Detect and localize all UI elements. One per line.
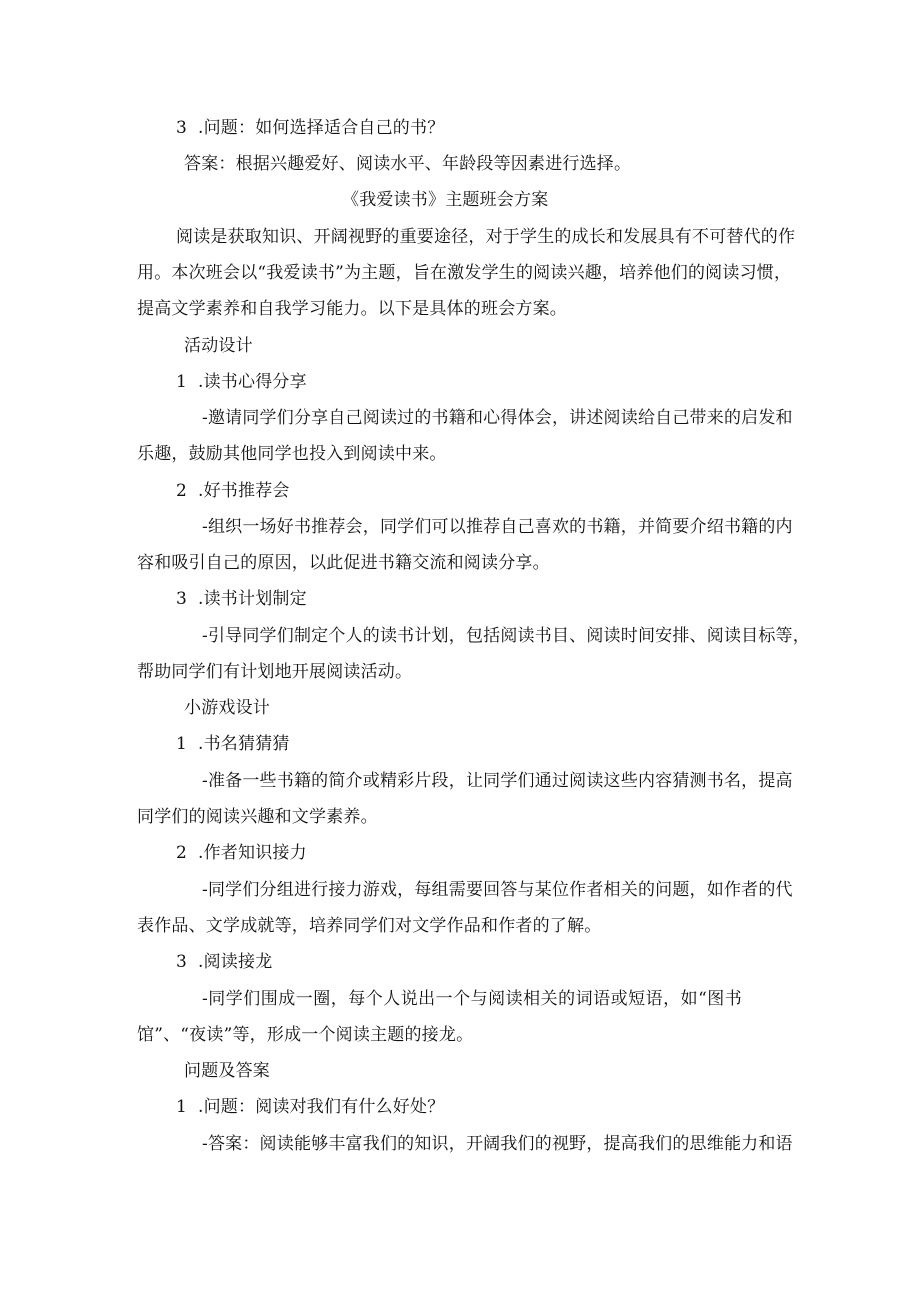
intro-line-1: 阅读是获取知识、开阔视野的重要途径，对于学生的成长和发展具有不可替代的作 xyxy=(176,227,796,247)
page-title: 《我爱读书》主题班会方案 xyxy=(342,190,549,210)
list-number: 1 xyxy=(176,734,188,754)
list-number: 2 xyxy=(176,481,188,501)
activity-1-desc-line-1: -邀请同学们分享自己阅读过的书籍和心得体会，讲述阅读给自己带来的启发和 xyxy=(202,408,793,428)
activity-2-title xyxy=(176,480,290,502)
game-1-desc-line-1: -准备一些书籍的简介或精彩片段，让同学们通过阅读这些内容猜测书名，提高 xyxy=(202,771,793,791)
game-3-desc-line-1: -同学们围成一圈，每个人说出一个与阅读相关的词语或短语，如“图书 xyxy=(202,989,742,1009)
activity-2-desc-line-1: -组织一场好书推荐会，同学们可以推荐自己喜欢的书籍，并简要介绍书籍的内 xyxy=(202,517,793,537)
section-heading-activity: 活动设计 xyxy=(184,336,253,356)
list-number: 3 xyxy=(176,589,188,609)
question-text: .问题：阅读对我们有什么好处？ xyxy=(198,1097,445,1117)
section-heading-game: 小游戏设计 xyxy=(184,698,270,718)
prev-answer-3: 答案：根据兴趣爱好、阅读水平、年龄段等因素进行选择。 xyxy=(184,154,632,174)
item-title: .作者知识接力 xyxy=(198,843,307,863)
game-2-desc-line-1: -同学们分组进行接力游戏，每组需要回答与某位作者相关的问题，如作者的代 xyxy=(202,880,793,900)
activity-3-title xyxy=(176,588,307,610)
qa-1-question xyxy=(176,1096,444,1118)
intro-line-3: 提高文学素养和自我学习能力。以下是具体的班会方案。 xyxy=(137,299,567,319)
item-title: .读书心得分享 xyxy=(198,372,307,392)
game-3-desc-line-2: 馆”、“夜读”等，形成一个阅读主题的接龙。 xyxy=(137,1025,474,1045)
game-1-title xyxy=(176,733,290,755)
section-heading-qa: 问题及答案 xyxy=(184,1061,270,1081)
question-text: .问题：如何选择适合自己的书？ xyxy=(198,118,445,138)
game-2-desc-line-2: 表作品、文学成就等，培养同学们对文学作品和作者的了解。 xyxy=(137,916,602,936)
game-2-title xyxy=(176,842,307,864)
list-number: 3 xyxy=(176,118,188,138)
list-number: 2 xyxy=(176,843,188,863)
intro-line-2: 用。本次班会以“我爱读书”为主题，旨在激发学生的阅读兴趣，培养他们的阅读习惯， xyxy=(137,263,792,283)
game-1-desc-line-2: 同学们的阅读兴趣和文学素养。 xyxy=(137,807,378,827)
activity-3-desc-line-1: -引导同学们制定个人的读书计划，包括阅读书目、阅读时间安排、阅读目标等， xyxy=(202,626,810,646)
qa-1-answer-line-1: -答案：阅读能够丰富我们的知识，开阔我们的视野，提高我们的思维能力和语 xyxy=(202,1134,793,1154)
list-number: 1 xyxy=(176,1097,188,1117)
activity-2-desc-line-2: 容和吸引自己的原因，以此促进书籍交流和阅读分享。 xyxy=(137,553,550,573)
activity-3-desc-line-2: 帮助同学们有计划地开展阅读活动。 xyxy=(137,662,413,682)
item-title: .阅读接龙 xyxy=(198,952,273,972)
item-title: .书名猜猜猜 xyxy=(198,734,290,754)
game-3-title xyxy=(176,951,272,973)
item-title: .好书推荐会 xyxy=(198,481,290,501)
list-number: 1 xyxy=(176,372,188,392)
item-title: .读书计划制定 xyxy=(198,589,307,609)
list-number: 3 xyxy=(176,952,188,972)
activity-1-title xyxy=(176,371,307,393)
activity-1-desc-line-2: 乐趣，鼓励其他同学也投入到阅读中来。 xyxy=(137,444,447,464)
prev-question-3 xyxy=(176,117,444,139)
